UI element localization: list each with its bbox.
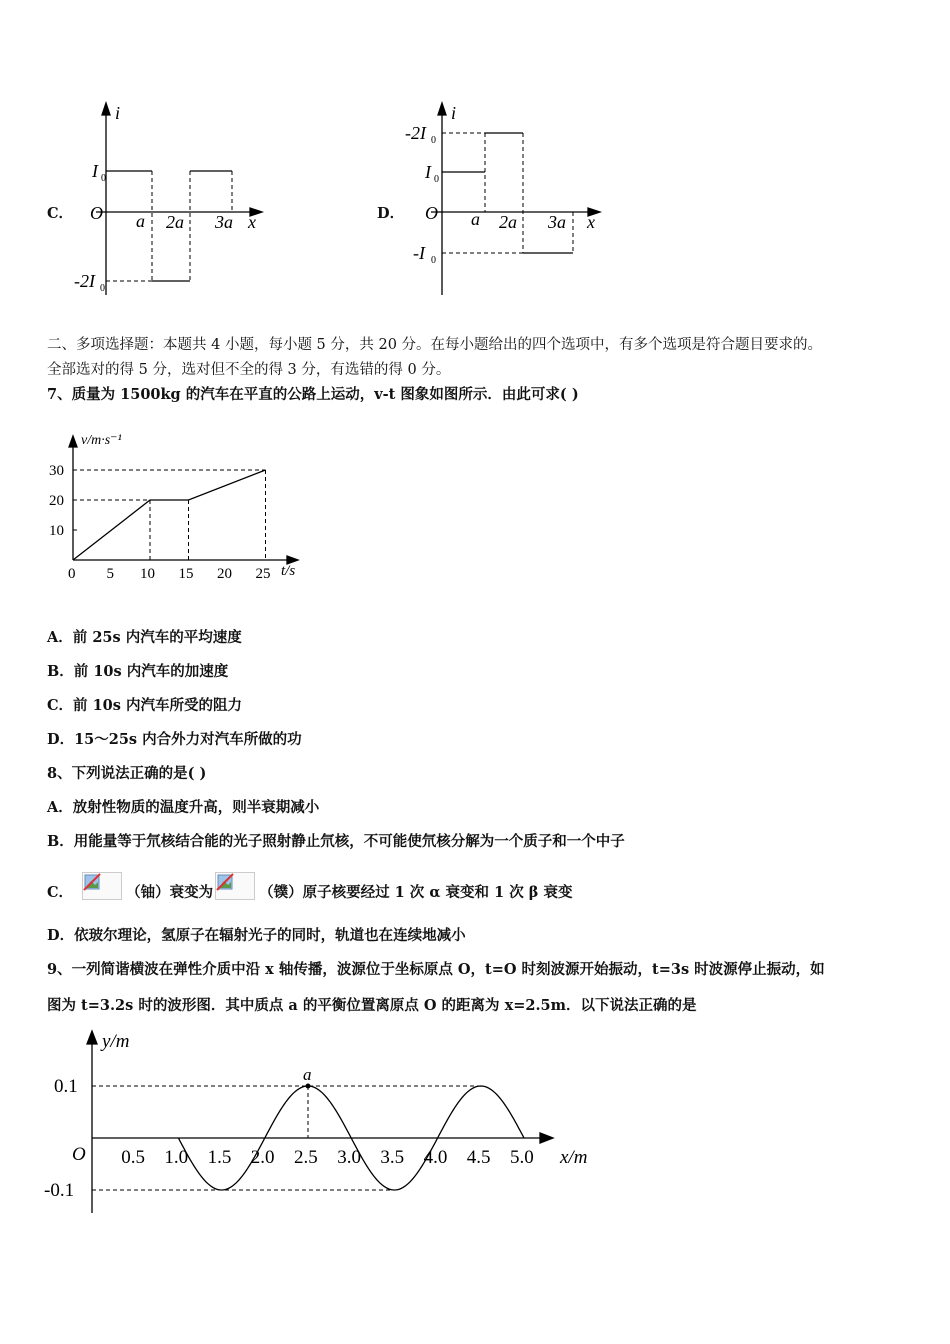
graph-c [60, 95, 300, 305]
vt-x-tick-label: 10 [140, 566, 155, 582]
graph-d-tick-mi0: -I [413, 243, 425, 263]
wave-x-label: x/m [560, 1147, 588, 1168]
q7-option-a-label: A． [47, 629, 73, 646]
q7-option-a[interactable] [47, 628, 242, 648]
vt-x-label: t/s [281, 563, 296, 579]
graph-d-tick-i0: I [425, 162, 431, 182]
wave-x-tick-label: 4.5 [466, 1147, 491, 1168]
protactinium-formula-image [215, 872, 255, 900]
q8-option-a-text: 放射性物质的温度升高，则半衰期减小 [72, 799, 320, 816]
wave-x-tick-label: 0.5 [121, 1147, 145, 1168]
vt-x-tick-label: 0 [68, 566, 76, 582]
q8-option-a-label: A． [47, 799, 73, 816]
q8-option-c-text-2: （镤）原子核要经过 1 次 α 衰变和 1 次 β 衰变 [259, 884, 573, 901]
q7-option-c-label: C． [47, 697, 74, 714]
q7-option-d[interactable] [47, 730, 302, 750]
q7-stem: 7、质量为 1500kg 的汽车在平直的公路上运动，v-t 图象如图所示．由此可求( ) [47, 386, 579, 403]
q7-option-b-text: 前 10s 内汽车的加速度 [73, 663, 229, 680]
q7-option-d-label: D． [47, 731, 75, 748]
option-d-label: D． [377, 205, 405, 222]
wave-y-label: y/m [102, 1031, 130, 1052]
graph-d-tick-mi0-sub: 0 [431, 255, 436, 266]
graph-d-tick-a: a [471, 209, 480, 229]
q7-option-d-text: 15～25s 内合外力对汽车所做的功 [74, 731, 302, 748]
graph-d-tick-i0-sub: 0 [434, 174, 439, 185]
wave-y-tick-label: -0.1 [44, 1180, 75, 1201]
vt-x-tick-label: 20 [217, 566, 232, 582]
graph-c-tick-2a: 2a [166, 212, 184, 232]
wave-x-tick-label: 3.0 [337, 1147, 361, 1168]
q8-option-b[interactable] [47, 832, 625, 852]
broken-image-icon [83, 873, 121, 899]
graph-d [395, 95, 615, 305]
vt-y-arrow [69, 436, 77, 447]
q7-option-c-text: 前 10s 内汽车所受的阻力 [73, 697, 242, 714]
graph-c-tick-i0: I [92, 161, 98, 181]
graph-c-tick-i0-sub: 0 [101, 173, 106, 184]
q7-option-b-label: B． [47, 663, 74, 680]
wave-y-arrow [87, 1031, 97, 1044]
graph-c-y-arrow [102, 103, 110, 115]
q8-option-b-text: 用能量等于氘核结合能的光子照射静止氘核，不可能使氘核分解为一个质子和一个中子 [73, 833, 625, 850]
option-c-label: C． [47, 205, 74, 222]
vt-x-tick-label: 5 [106, 566, 114, 582]
graph-d-x-label: x [587, 212, 595, 232]
graph-d-tick-2a: 2a [499, 212, 517, 232]
wave-x-tick-label: 2.0 [250, 1147, 275, 1168]
wave-x-tick-label: 2.5 [294, 1147, 318, 1168]
section2-line2: 全部选对的得 5 分，选对但不全的得 3 分，有选错的得 0 分。 [47, 362, 451, 378]
q8-option-d-label: D． [47, 927, 75, 944]
q9-line1: 9、一列简谐横波在弹性介质中沿 x 轴传播，波源位于坐标原点 O，t=O 时刻波源开始振动，t=3s 时波源停止振动，如 [47, 961, 825, 978]
wave-x-tick-label: 1.5 [207, 1147, 232, 1168]
graph-d-y-arrow [438, 103, 446, 115]
section2-line1: 二、多项选择题：本题共 4 小题，每小题 5 分，共 20 分。在每小题给出的四个选项中，有多个选项是符合题目要求的。 [47, 337, 823, 353]
q8-option-d[interactable] [47, 926, 466, 946]
broken-image-icon [216, 873, 254, 899]
wave-y-tick-label: 0.1 [54, 1076, 78, 1097]
vt-x-tick-label: 15 [178, 566, 194, 582]
graph-d-origin: O [425, 203, 438, 223]
wave-x-tick-label: 4.0 [423, 1147, 448, 1168]
wave-x-tick-label: 5.0 [510, 1147, 534, 1168]
q8-option-b-label: B． [47, 833, 74, 850]
vt-y-label: v/m·s⁻¹ [81, 433, 122, 448]
q8-option-c-label: C． [47, 884, 74, 901]
vt-x-tick-label: 25 [255, 566, 271, 582]
graph-c-tick-m2i0: -2I [74, 271, 95, 291]
q8-option-a[interactable] [47, 798, 319, 818]
q7-option-a-text: 前 25s 内汽车的平均速度 [72, 629, 242, 646]
wave-point-a-label: a [303, 1065, 312, 1084]
q8-stem: 8、下列说法正确的是( ) [47, 765, 207, 782]
q8-option-d-text: 依玻尔理论，氢原子在辐射光子的同时，轨道也在连续地减小 [74, 927, 466, 944]
vt-y-tick-label: 10 [49, 523, 64, 539]
graph-c-origin: O [90, 203, 103, 223]
vt-y-tick-label: 30 [49, 463, 64, 479]
vt-y-tick-label: 20 [49, 493, 64, 509]
graph-c-x-label: x [248, 212, 256, 232]
graph-d-tick-m2i0-sub: 0 [431, 135, 436, 146]
wave-x-tick-label: 3.5 [380, 1147, 405, 1168]
q7-option-c[interactable] [47, 696, 242, 716]
q9-line2: 图为 t=3.2s 时的波形图．其中质点 a 的平衡位置离原点 O 的距离为 x=2.5m．以下说法正确的是 [47, 997, 697, 1014]
graph-c-tick-3a: 3a [215, 212, 233, 232]
q8-option-c[interactable] [47, 872, 572, 900]
graph-c-tick-m2i0-sub: 0 [100, 283, 105, 294]
q7-option-b[interactable] [47, 662, 228, 682]
graph-d-tick-m2i0: -2I [405, 123, 426, 143]
wave-x-arrow [540, 1133, 553, 1143]
graph-d-tick-3a: 3a [548, 212, 566, 232]
vt-series-line [73, 470, 266, 560]
wave-x-tick-label: 1.0 [164, 1147, 189, 1168]
vt-chart [45, 425, 315, 585]
graph-d-y-label: i [451, 103, 457, 123]
uranium-formula-image [82, 872, 122, 900]
graph-c-tick-a: a [136, 211, 145, 231]
wave-chart [40, 1025, 600, 1220]
q8-option-c-text-1: （铀）衰变为 [126, 884, 214, 901]
wave-origin: O [72, 1144, 86, 1165]
graph-c-y-label: i [115, 103, 121, 123]
wave-point-a [306, 1084, 311, 1089]
